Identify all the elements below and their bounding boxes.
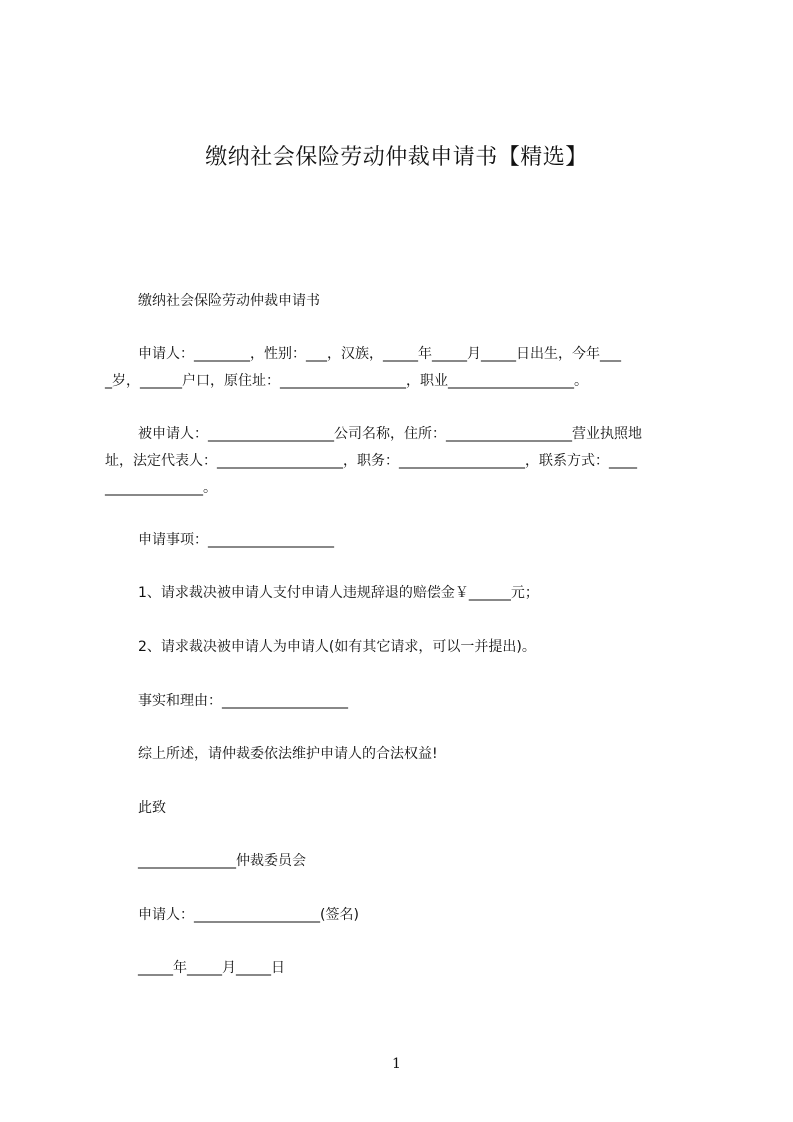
respondent-line-3: ______________。 — [105, 480, 217, 496]
applicant-line-2: _岁，______户口，原住址：__________________，职业__________________。 — [105, 373, 588, 389]
salutation: 此致 — [138, 800, 166, 816]
request-item-2: 2、请求裁决被申请人为申请人(如有其它请求，可以一并提出)。 — [138, 639, 536, 655]
request-item-1: 1、请求裁决被申请人支付申请人违规辞退的赔偿金￥______元； — [138, 585, 539, 601]
respondent-line-1: 被申请人：__________________公司名称，住所：__________________营业执照地 — [138, 426, 642, 442]
page-number: 1 — [392, 1056, 401, 1072]
committee-line: ______________仲裁委员会 — [138, 853, 306, 869]
applicant-paragraph — [105, 341, 705, 395]
conclusion: 综上所述，请仲裁委依法维护申请人的合法权益! — [138, 746, 438, 762]
date-line: _____年_____月_____日 — [138, 960, 285, 976]
respondent-paragraph — [105, 421, 705, 502]
document-subtitle: 缴纳社会保险劳动仲裁申请书 — [138, 293, 320, 309]
request-items: 申请事项：__________________ — [138, 532, 334, 548]
signature-line: 申请人：__________________(签名) — [138, 907, 359, 923]
facts-and-reasons: 事实和理由：__________________ — [138, 693, 348, 709]
document-title: 缴纳社会保险劳动仲裁申请书【精选】 — [205, 145, 588, 170]
respondent-line-2: 址，法定代表人：__________________，职务：__________________，联系方式：____ — [105, 453, 637, 469]
applicant-line-1: 申请人：________，性别：___，汉族，_____年_____月_____日出生，今年___ — [138, 346, 621, 362]
